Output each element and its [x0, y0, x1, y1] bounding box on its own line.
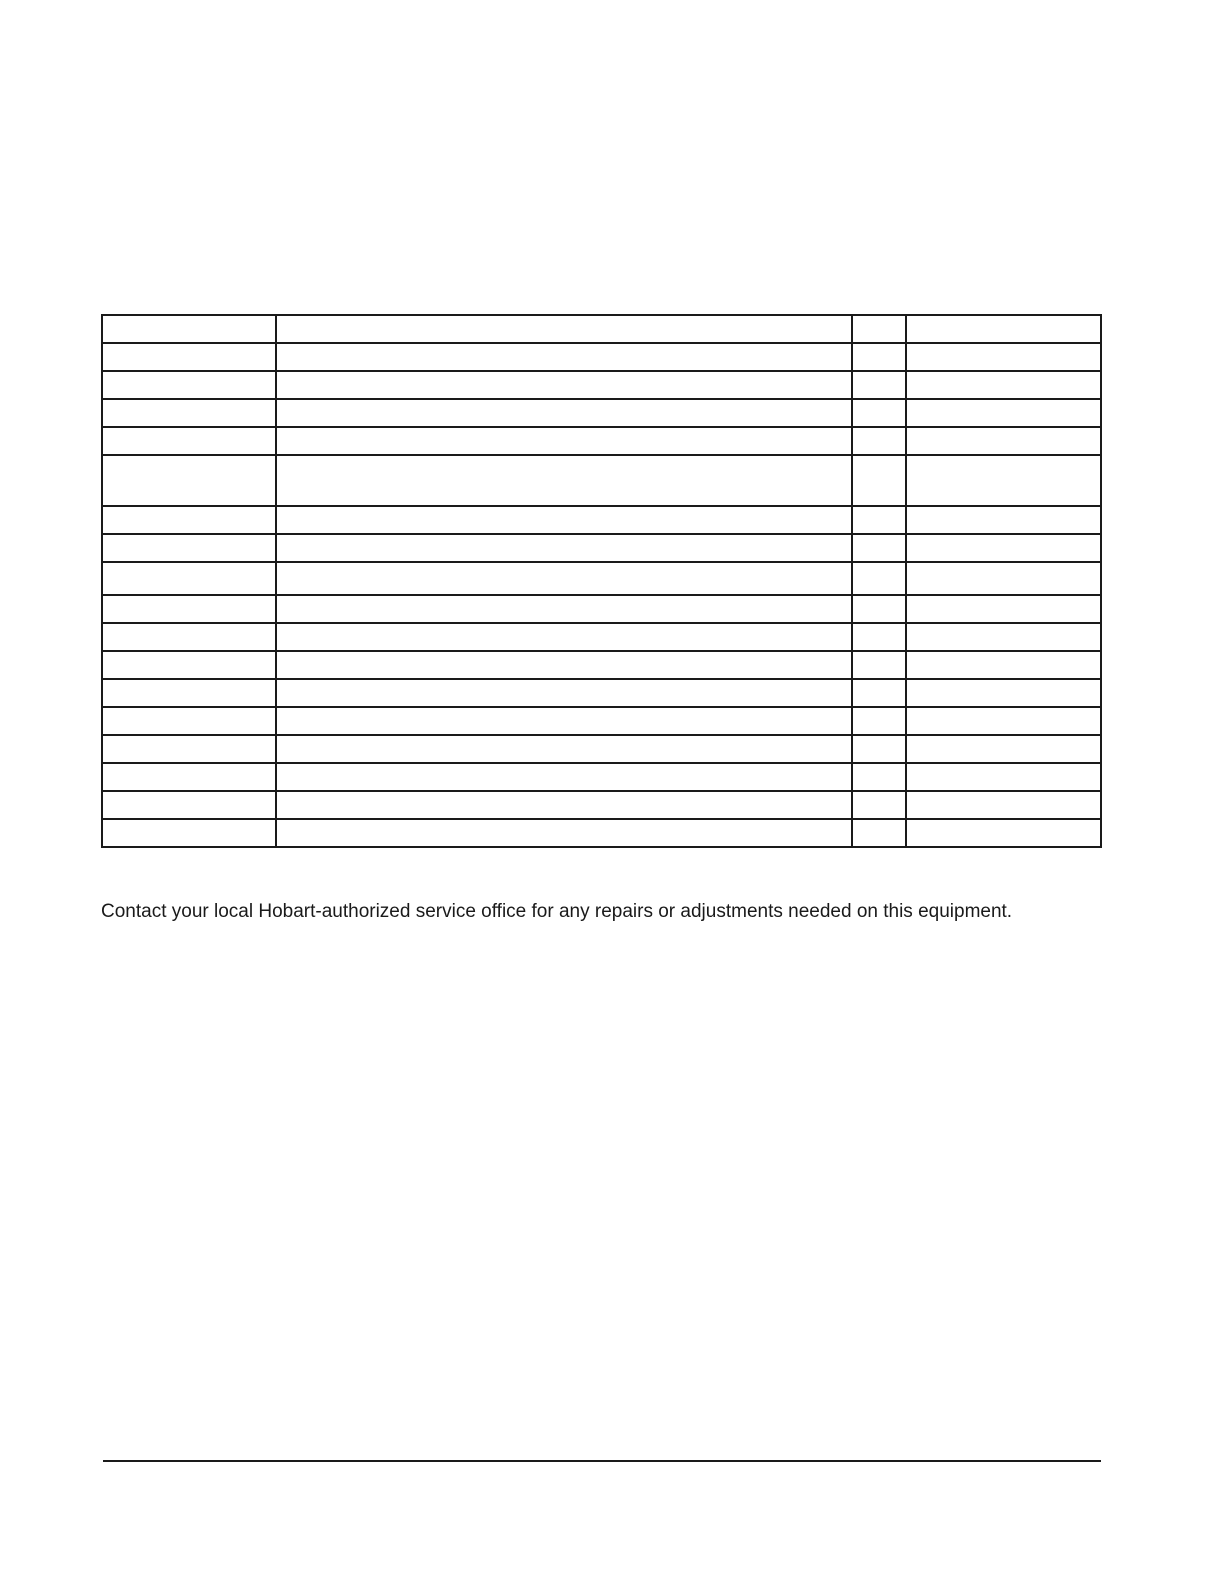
table-cell	[852, 534, 906, 562]
table-row	[102, 562, 1101, 595]
table-cell	[276, 651, 852, 679]
table-cell	[852, 763, 906, 791]
table-row	[102, 371, 1101, 399]
table-cell	[276, 455, 852, 506]
table-cell	[852, 707, 906, 735]
table-row	[102, 506, 1101, 534]
table-cell	[906, 506, 1101, 534]
table-cell	[102, 506, 276, 534]
table-cell	[276, 791, 852, 819]
table-row	[102, 427, 1101, 455]
table-cell	[852, 679, 906, 707]
table-row	[102, 651, 1101, 679]
table-cell	[906, 735, 1101, 763]
table-row	[102, 819, 1101, 847]
table-row	[102, 791, 1101, 819]
table-cell	[906, 651, 1101, 679]
table-cell	[102, 534, 276, 562]
table-cell	[906, 819, 1101, 847]
table-row	[102, 623, 1101, 651]
table-cell	[852, 506, 906, 534]
table-row	[102, 679, 1101, 707]
table-cell	[276, 371, 852, 399]
table-cell	[906, 455, 1101, 506]
table-cell	[276, 763, 852, 791]
table-cell	[102, 679, 276, 707]
table-cell	[852, 315, 906, 343]
table-cell	[102, 763, 276, 791]
bottom-divider	[103, 1460, 1101, 1462]
table-cell	[906, 343, 1101, 371]
table-cell	[906, 399, 1101, 427]
table-cell	[852, 791, 906, 819]
table-cell	[906, 791, 1101, 819]
table-cell	[102, 819, 276, 847]
table-cell	[906, 623, 1101, 651]
table-cell	[276, 399, 852, 427]
service-contact-note: Contact your local Hobart-authorized service office for any repairs or adjustments needed on this equipment.	[101, 901, 1013, 922]
table-cell	[852, 562, 906, 595]
table-cell	[276, 595, 852, 623]
table-cell	[906, 427, 1101, 455]
table-cell	[852, 427, 906, 455]
table-cell	[276, 315, 852, 343]
table-cell	[102, 562, 276, 595]
table-cell	[276, 707, 852, 735]
table-cell	[852, 651, 906, 679]
table-row	[102, 763, 1101, 791]
table-row	[102, 399, 1101, 427]
parts-table	[101, 314, 1102, 848]
table-cell	[852, 735, 906, 763]
table-cell	[102, 427, 276, 455]
table-cell	[906, 763, 1101, 791]
table-row	[102, 595, 1101, 623]
table-row	[102, 343, 1101, 371]
table-cell	[102, 791, 276, 819]
table-cell	[102, 455, 276, 506]
table-row	[102, 315, 1101, 343]
table-cell	[852, 343, 906, 371]
table-cell	[276, 343, 852, 371]
table-cell	[102, 707, 276, 735]
table-cell	[102, 595, 276, 623]
table-cell	[852, 623, 906, 651]
table-row	[102, 455, 1101, 506]
table-cell	[276, 534, 852, 562]
table-cell	[102, 623, 276, 651]
table-cell	[906, 562, 1101, 595]
table-cell	[102, 651, 276, 679]
table-cell	[276, 735, 852, 763]
table-cell	[906, 595, 1101, 623]
table-cell	[852, 455, 906, 506]
table-cell	[276, 506, 852, 534]
table-cell	[276, 679, 852, 707]
table-cell	[102, 735, 276, 763]
table-cell	[102, 371, 276, 399]
table-cell	[276, 819, 852, 847]
table-row	[102, 735, 1101, 763]
table-cell	[102, 315, 276, 343]
table-cell	[102, 399, 276, 427]
table-cell	[852, 595, 906, 623]
table-cell	[852, 371, 906, 399]
table-cell	[276, 623, 852, 651]
table-cell	[906, 534, 1101, 562]
table-cell	[276, 562, 852, 595]
table-cell	[906, 315, 1101, 343]
table-cell	[906, 707, 1101, 735]
table-cell	[906, 371, 1101, 399]
table-cell	[102, 343, 276, 371]
table-cell	[852, 399, 906, 427]
table-row	[102, 534, 1101, 562]
table-cell	[852, 819, 906, 847]
table-cell	[276, 427, 852, 455]
table-cell	[906, 679, 1101, 707]
table-row	[102, 707, 1101, 735]
